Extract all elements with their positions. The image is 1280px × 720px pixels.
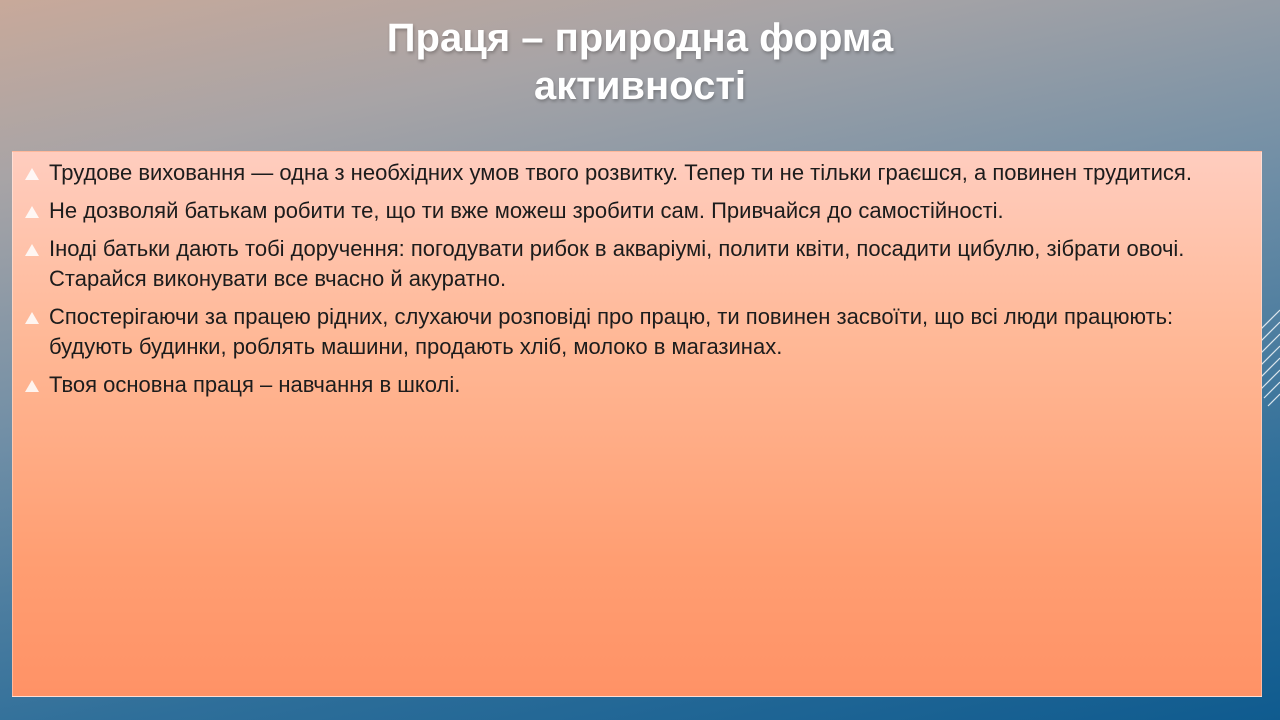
bullet-list (49, 158, 1237, 400)
bullet-text: Іноді батьки дають тобі доручення: погодувати рибок в акваріумі, полити квіти, посадити цибулю, зібрати овочі. Старайся виконувати все вчасно й акуратно. (49, 236, 1185, 291)
bullet-text: Твоя основна праця – навчання в школі. (49, 372, 461, 397)
slide-title (190, 14, 1090, 110)
triangle-bullet-icon (25, 168, 39, 180)
bullet-text: Не дозволяй батькам робити те, що ти вже можеш зробити сам. Привчайся до самостійності. (49, 198, 1004, 223)
bullet-text: Спостерігаючи за працею рідних, слухаючи розповіді про працю, ти повинен засвоїти, що всі люди працюють: будують будинки, роблять машини, продають хліб, молоко в магазинах. (49, 304, 1174, 359)
triangle-bullet-icon (25, 380, 39, 392)
triangle-bullet-icon (25, 244, 39, 256)
list-item (49, 158, 1237, 188)
list-item (49, 196, 1237, 226)
triangle-bullet-icon (25, 206, 39, 218)
triangle-bullet-icon (25, 312, 39, 324)
slide-title-line-1: Праця – природна форма (386, 16, 894, 60)
content-box (12, 151, 1262, 697)
list-item (49, 302, 1237, 362)
slide-title-line-2: активності (533, 64, 747, 108)
bullet-text: Трудове виховання — одна з необхідних умов твого розвитку. Тепер ти не тільки граєшся, а повинен трудитися. (49, 160, 1192, 185)
list-item (49, 370, 1237, 400)
list-item (49, 234, 1237, 294)
